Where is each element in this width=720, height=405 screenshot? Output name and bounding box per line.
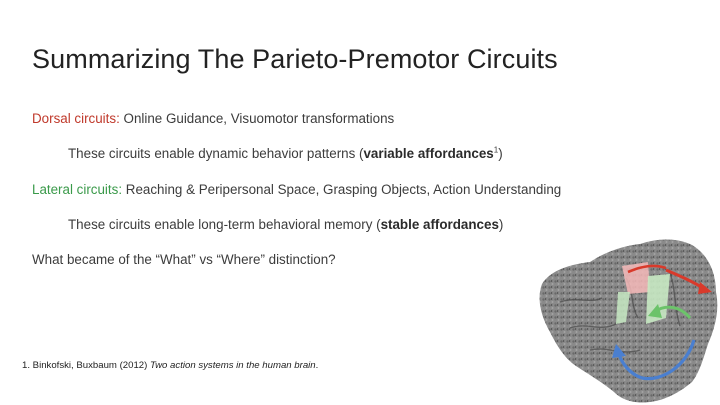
what-where-question: What became of the “What” vs “Where” distinction? bbox=[32, 252, 336, 267]
citation-title: Two action systems in the human brain bbox=[149, 360, 316, 371]
lateral-detail-line bbox=[68, 217, 503, 232]
lateral-circuits-label: Lateral circuits: bbox=[32, 182, 123, 197]
lateral-detail-pre: These circuits enable long-term behavioral memory ( bbox=[68, 217, 381, 232]
dorsal-detail-pre: These circuits enable dynamic behavior patterns ( bbox=[68, 146, 364, 161]
dorsal-detail-post: ) bbox=[498, 146, 503, 161]
lateral-circuits-line bbox=[32, 182, 561, 197]
brain-cortex-shape bbox=[540, 240, 718, 403]
dorsal-detail-line bbox=[68, 146, 503, 161]
footnote-marker: 1 bbox=[493, 145, 499, 155]
citation-end: . bbox=[315, 360, 319, 371]
dorsal-circuits-line bbox=[32, 111, 394, 126]
stable-affordances: stable affordances bbox=[380, 217, 499, 232]
dorsal-circuits-label: Dorsal circuits: bbox=[32, 111, 120, 126]
brain-illustration bbox=[530, 232, 720, 405]
lateral-detail-post: ) bbox=[498, 217, 504, 232]
citation-authors: 1. Binkofski, Buxbaum (2012) bbox=[22, 360, 150, 371]
slide-title: Summarizing The Parieto-Premotor Circuits bbox=[32, 44, 558, 74]
lateral-circuits-text: Reaching & Peripersonal Space, Grasping Objects, Action Understanding bbox=[122, 182, 562, 197]
dorsal-circuits-text: Online Guidance, Visuomotor transformations bbox=[119, 111, 395, 126]
variable-affordances: variable affordances bbox=[363, 146, 494, 161]
citation bbox=[22, 360, 318, 371]
